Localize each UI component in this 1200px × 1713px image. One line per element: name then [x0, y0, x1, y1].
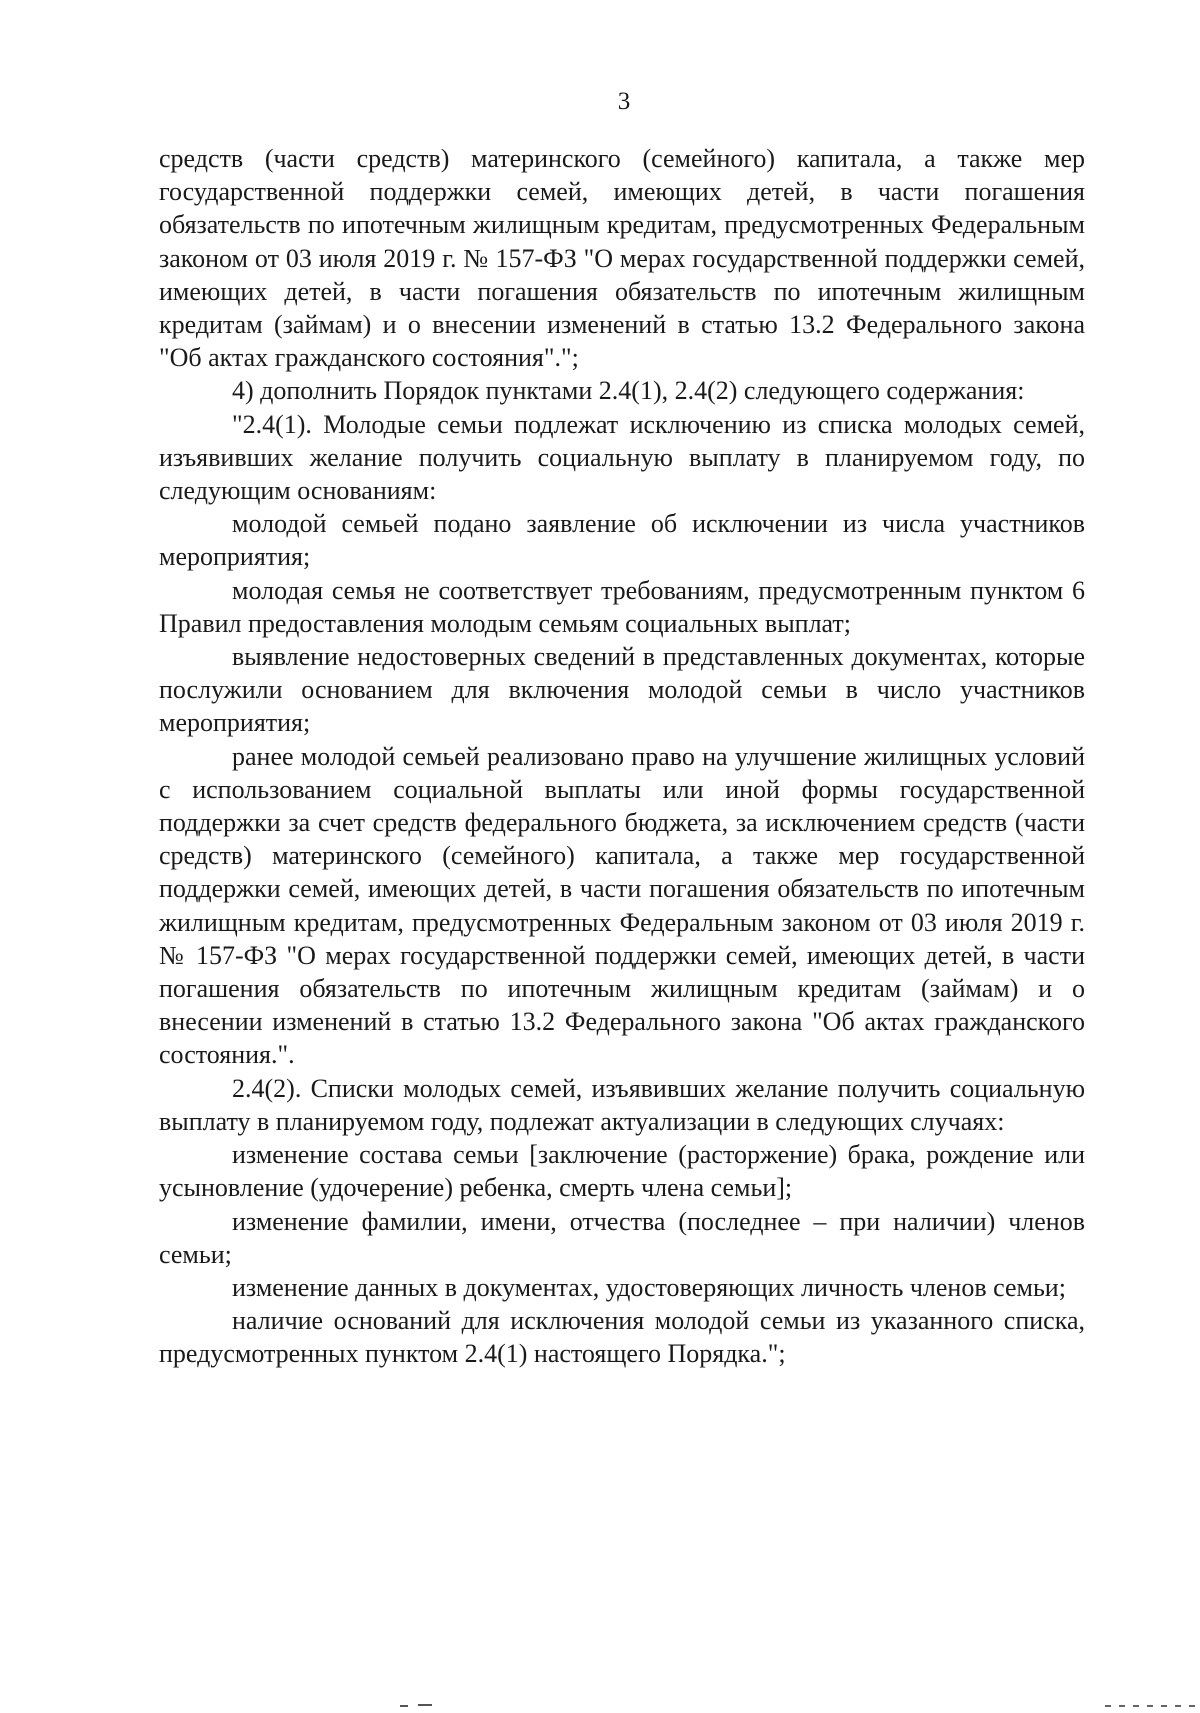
page-number: 3 — [617, 88, 631, 115]
paragraph-clause-2-4-1: "2.4(1). Молодые семьи подлежат исключению из списка молодых семей, изъявивших желание получить социальную выплату в планируемом году, по следующим основаниям: — [159, 409, 1085, 506]
paragraph-item-4: 4) дополнить Порядок пунктами 2.4(1), 2.4(2) следующего содержания: — [232, 376, 1025, 406]
paragraph-continuation: средств (части средств) материнского (семейного) капитала, а также мер государственной поддержки семей, имеющих детей, в части погашения обязательств по ипотечным жилищным кредитам, предусмотренных Федеральным законом от 03 июля 2019 г. № 157-ФЗ "О мерах государственной поддержки семей, имеющих детей, в части погашения обязательств по ипотечным жилищным кредитам (займам) и о внесении изменений в статью 13.2 Федерального закона "Об актах гражданского состояния"."; — [159, 144, 1085, 373]
scan-artifact-bottom-left — [400, 1705, 408, 1707]
scan-artifact-bottom-right — [1105, 1705, 1195, 1707]
scan-artifact-bottom-left-2 — [418, 1704, 432, 1706]
paragraph-ground-false-info: выявление недостоверных сведений в представленных документах, которые послужили основанием для включения молодой семьи в число участников мероприятия; — [159, 642, 1085, 738]
paragraph-case-exclusion: наличие оснований для исключения молодой семьи из указанного списка, предусмотренных пунктом 2.4(1) настоящего Порядка."; — [159, 1306, 1085, 1369]
paragraph-case-document-change: изменение данных в документах, удостоверяющих личность членов семьи; — [232, 1272, 1066, 1302]
paragraph-clause-2-4-2: 2.4(2). Списки молодых семей, изъявивших желание получить социальную выплату в планируемом году, подлежат актуализации в следующих случаях: — [159, 1073, 1085, 1136]
document-body — [159, 142, 1085, 1371]
paragraph-case-family-change: изменение состава семьи [заключение (расторжение) брака, рождение или усыновление (удочерение) ребенка, смерть члена семьи]; — [159, 1140, 1085, 1203]
paragraph-ground-application: молодой семьей подано заявление об исключении из числа участников мероприятия; — [159, 509, 1085, 572]
paragraph-case-name-change: изменение фамилии, имени, отчества (последнее – при наличии) членов семьи; — [159, 1206, 1085, 1269]
paragraph-ground-requirements: молодая семья не соответствует требованиям, предусмотренным пунктом 6 Правил предоставления молодым семьям социальных выплат; — [159, 575, 1085, 638]
paragraph-ground-prior-support: ранее молодой семьей реализовано право на улучшение жилищных условий с использованием социальной выплаты или иной формы государственной поддержки за счет средств федерального бюджета, за исключением средств (части средств) материнского (семейного) капитала, а также мер государственной поддержки семей, имеющих детей, в части погашения обязательств по ипотечным жилищным кредитам, предусмотренных Федеральным законом от 03 июля 2019 г. № 157-ФЗ "О мерах государственной поддержки семей, имеющих детей, в части погашения обязательств по ипотечным жилищным кредитам (займам) и о внесении изменений в статью 13.2 Федерального закона "Об актах гражданского состояния.". — [159, 741, 1085, 1070]
